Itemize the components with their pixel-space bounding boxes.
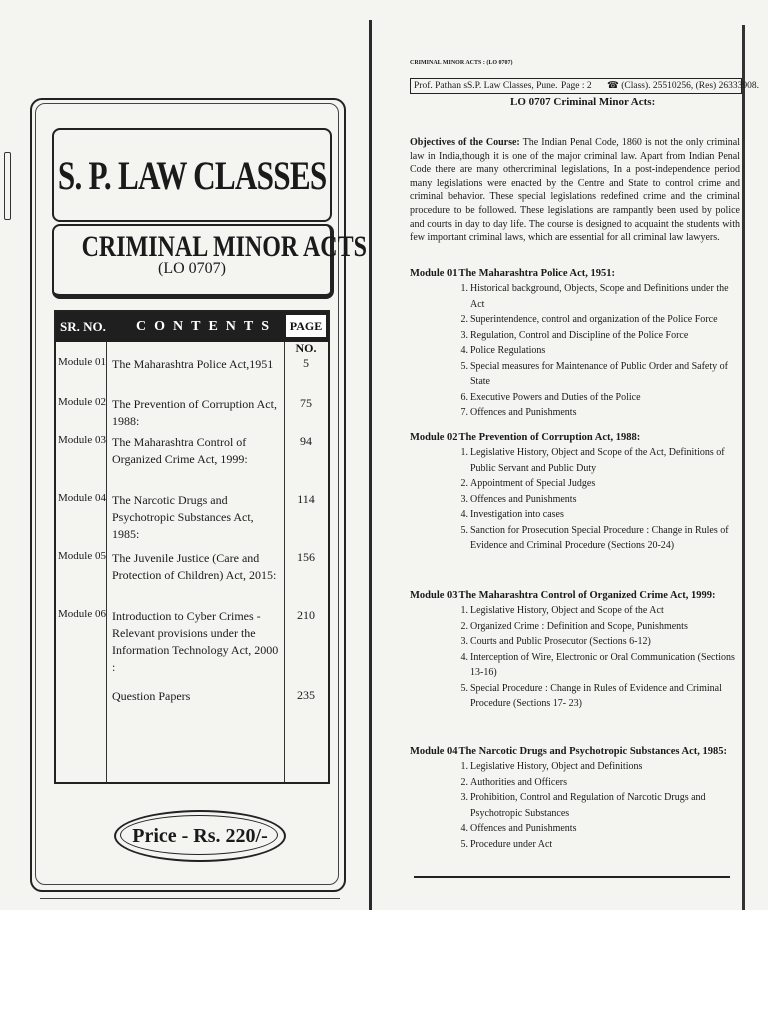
list-item: 4. Investigation into cases [460, 509, 564, 520]
institute-banner [52, 128, 332, 222]
syllabus-module: Module 03 The Maharashtra Control of Organized Crime Act, 1999: 1. Legislative History, Object and Scope of the Act 2. Organized Crime : Definition and Scope, Punishments 3. Courts and Public Prosecutor (Sections 6-12) 4. Interception of Wire, Electronic or Oral Communication (Sections 13-16) 5. Special Procedure : Change in Rules of Evidence and Criminal Procedure (Sections 17- 23) [410, 590, 740, 712]
header-prof: Prof. Pathan s [414, 81, 468, 91]
book-title-banner [52, 224, 367, 299]
objective-label: Objectives of the Course: [410, 137, 520, 148]
list-item: 7. Offences and Punishments [460, 407, 577, 418]
syllabus-module: Module 04 The Narcotic Drugs and Psychotropic Substances Act, 1985: 1. Legislative History, Object and Definitions 2. Authorities and Officers 3. Prohibition, Control and Regulation of Narcotic Drugs and Psychotropic Substances 4. Offences and Punishments 5. Procedure under Act [410, 746, 740, 852]
module-topics [410, 603, 740, 712]
list-item: 1. Historical background, Objects, Scope and Definitions under the Act [460, 283, 729, 310]
module-topics [410, 445, 740, 554]
syllabus-module: Module 02 The Prevention of Corruption Act, 1988: 1. Legislative History, Object and Scope of the Act, Definitions of Public Servant and Public Duty 2. Appointment of Special Judges 3. Offences and Punishments 4. Investigation into cases 5. Sanction for Prosecution Special Procedure : Change in Rules of Evidence and Criminal Procedure (Sections 20-24) [410, 432, 740, 554]
list-item: 3. Offences and Punishments [460, 493, 577, 505]
list-item: 1. Legislative History, Object and Scope of the Act [460, 605, 664, 616]
module-topics [410, 759, 740, 852]
syllabus-page [392, 20, 759, 910]
list-item: 2. Superintendence, control and organization of the Police Force [460, 314, 718, 325]
objective-text: The Indian Penal Code, 1860 is not the only criminal law in India,though it is one of the major criminal law. Apart from Indian Penal Code there are many othercriminal legislations, In a post-independence period many legislations were enacted by the Centre and State to control crime and criminal behavior. These special legislations redefined crime and the criminal procedure to be followed. These legislations are rampantly been used by police and courts in day to day life. The course is designed to acquaint the students with few important criminal laws, which are essential for all criminal law lawyers. [410, 137, 740, 244]
course-title: LO 0707 Criminal Minor Acts: [510, 96, 656, 108]
page-bottom-rule [414, 876, 730, 878]
list-item: 3. Regulation, Control and Discipline of the Police Force [460, 329, 689, 341]
running-head: CRIMINAL MINOR ACTS : (LO 0707) [410, 60, 513, 66]
book-title: CRIMINAL MINOR ACTS [81, 230, 367, 263]
list-item: 2. Organized Crime : Definition and Scope, Punishments [460, 620, 688, 632]
header-sr-no: SR. NO. [60, 319, 106, 334]
header-contents: CONTENTS [136, 319, 278, 334]
list-item: 6. Executive Powers and Duties of the Police [460, 391, 641, 403]
list-item: 3. Prohibition, Control and Regulation of Narcotic Drugs and Psychotropic Substances [460, 792, 706, 819]
header-page-number: Page : 2 [561, 81, 592, 91]
list-item: 1. Legislative History, Object and Scope of the Act, Definitions of Public Servant and Public Duty [460, 447, 725, 474]
module-topics [410, 281, 740, 421]
institute-name: S. P. LAW CLASSES [57, 152, 327, 198]
contents-header-row [56, 312, 328, 355]
list-item: 4. Police Regulations [460, 345, 546, 356]
header-page-no: PAGE NO. [286, 315, 326, 337]
cover-page [10, 20, 367, 910]
header-phone: ☎ (Class). 25510256, (Res) 26333908. [607, 81, 759, 91]
list-item: 4. Interception of Wire, Electronic or Oral Communication (Sections 13-16) [460, 651, 735, 678]
price-text: Price - Rs. 220/- [132, 824, 268, 847]
list-item: 5. Special measures for Maintenance of Public Order and Safety of State [460, 360, 728, 387]
syllabus-module: Module 01 The Maharashtra Police Act, 1951: 1. Historical background, Objects, Scope and Definitions under the Act 2. Superintendence, control and organization of the Police Force 3. Regulation, Control and Discipline of the Police Force 4. Police Regulations 5. Special measures for Maintenance of Public Order and Safety of State 6. Executive Powers and Duties of the Police 7. Offences and Punishments [410, 268, 740, 421]
header-classes: S.P. Law Classes, Pune. [467, 81, 558, 91]
list-item: 2. Authorities and Officers [460, 776, 568, 788]
book-gutter [369, 20, 372, 910]
contents-table: SR. NO. CONTENTS PAGE NO. Module 01 The Maharashtra Police Act,1951 5 Module 02 The Prevention of Corruption Act, 1988: 75 Module 03 The Maharashtra Control of Organized Crime Act, 1999: 94 Module 04 The Narcotic Drugs and Psychotropic Substances Act, 1985: 114 Module 05 The Juvenile Justice (Care and Protection of Children) Act, 2015: 156 Module 06 Introduction to Cyber Crimes - Relevant provisions under the Information Technology Act, 2000 : 210 Question Papers 235 [54, 310, 330, 784]
list-item: 1. Legislative History, Object and Definitions [460, 761, 643, 772]
list-item: 5. Sanction for Prosecution Special Procedure : Change in Rules of Evidence and Criminal Procedure (Sections 20-24) [460, 524, 729, 551]
list-item: 4. Offences and Punishments [460, 823, 577, 834]
list-item: 3. Courts and Public Prosecutor (Sections 6-12) [460, 636, 651, 647]
course-objective [410, 136, 740, 245]
list-item: 5. Special Procedure : Change in Rules of Evidence and Criminal Procedure (Sections 17- 23) [460, 682, 722, 709]
list-item: 2. Appointment of Special Judges [460, 478, 596, 489]
list-item: 5. Procedure under Act [460, 838, 553, 850]
course-code: (LO 0707) [158, 260, 226, 277]
page-header-box [410, 78, 759, 94]
